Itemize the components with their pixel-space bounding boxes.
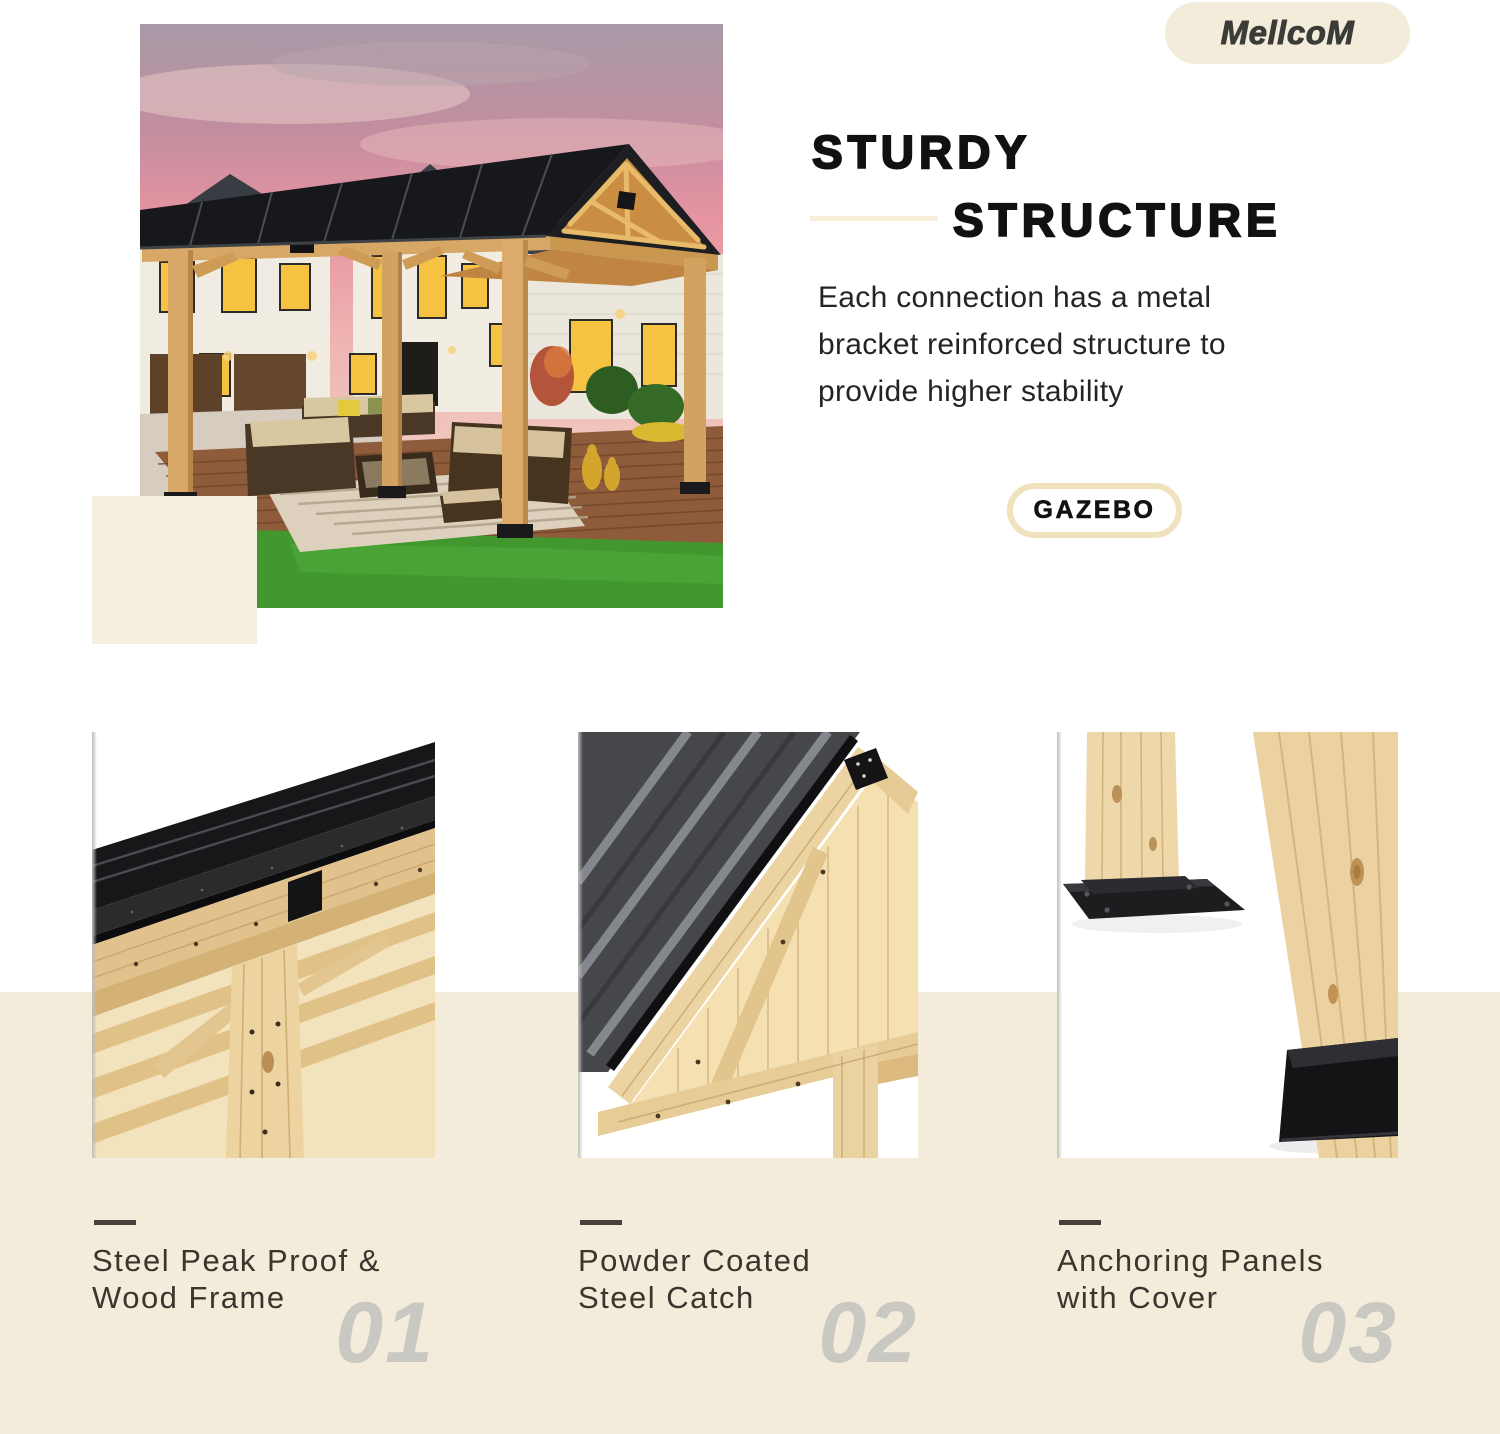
decorative-cream-square [92,496,257,644]
feature-steel-catch [578,732,918,1434]
brand-logo-text: MellcoM [1220,14,1355,51]
feature-title-line2: with Cover [1057,1280,1219,1315]
brand-logo [1165,2,1410,64]
feature-anchoring [1057,732,1398,1434]
roof-corner-photo [92,732,435,1158]
feature-dash [94,1220,136,1225]
hero-description: Each connection has a metal bracket reinforced structure to provide higher stability [818,281,1226,408]
gazebo-badge-label: GAZEBO [1033,496,1156,524]
feature-photo-roof-corner [92,732,435,1158]
feature-dash [580,1220,622,1225]
gable-truss-photo [578,732,918,1158]
feature-title-line1: Powder Coated [578,1243,812,1278]
feature-number: 01 [335,1285,435,1381]
feature-title-line2: Steel Catch [578,1280,755,1315]
feature-number: 02 [818,1285,918,1381]
feature-title-line1: Anchoring Panels [1057,1243,1324,1278]
heading-line-2: STRUCTURE [953,194,1282,246]
feature-steel-peak [92,732,435,1434]
feature-title-line1: Steel Peak Proof & [92,1243,381,1278]
feature-dash [1059,1220,1101,1225]
heading-accent-line [810,216,938,221]
anchor-posts-photo [1057,732,1398,1158]
feature-photo-gable-truss [578,732,918,1158]
gazebo-badge [1007,483,1182,538]
feature-photo-anchor-posts [1057,732,1398,1158]
feature-title-line2: Wood Frame [92,1280,286,1315]
heading-line-1: STURDY [812,126,1032,178]
feature-number: 03 [1298,1285,1398,1381]
